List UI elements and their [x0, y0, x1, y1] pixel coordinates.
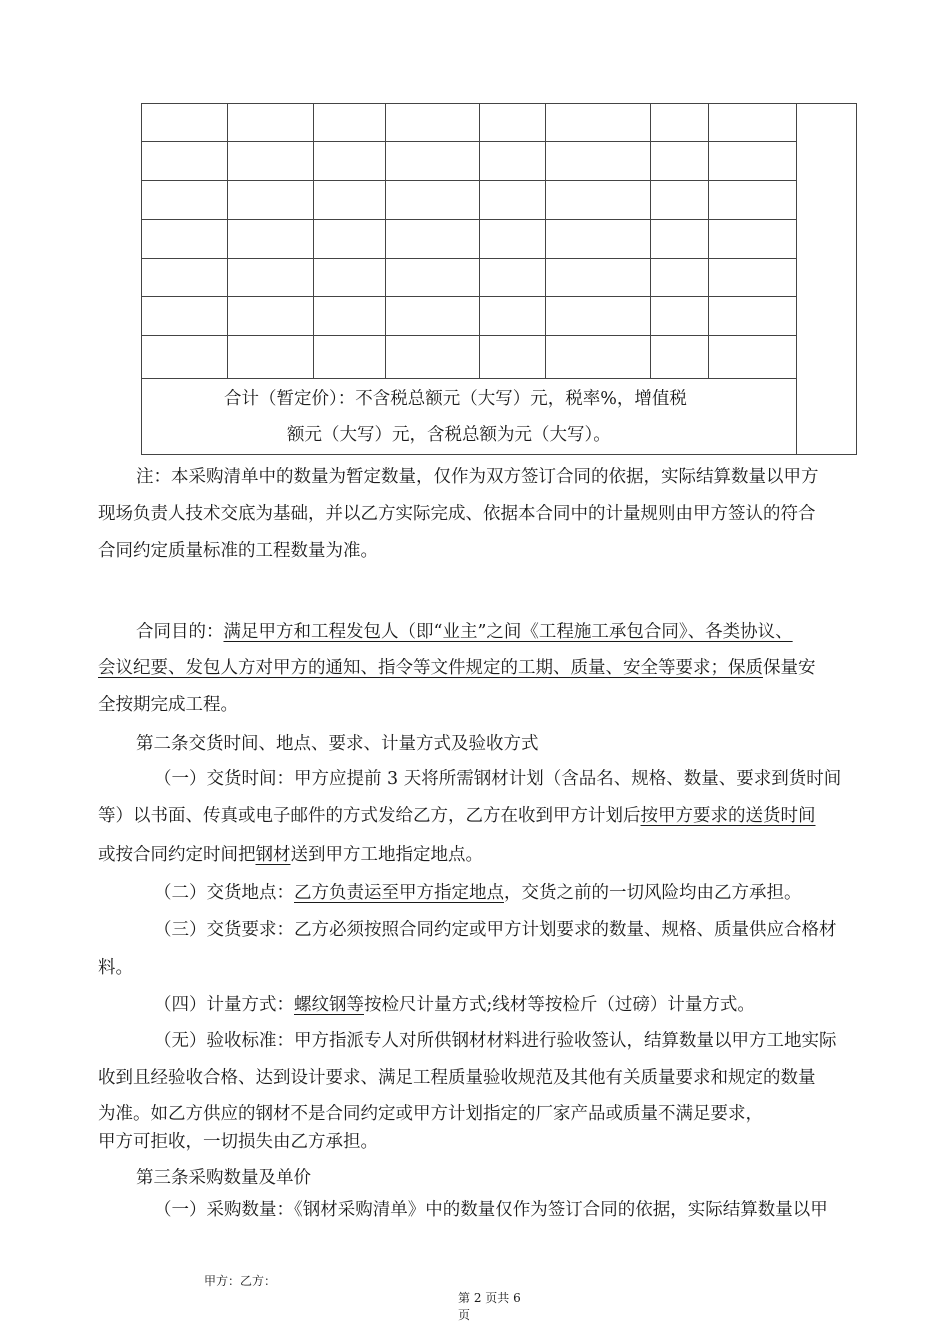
delivery-req-line-2: 料。: [98, 958, 133, 978]
acceptance-line-2: 收到且经验收合格、达到设计要求、满足工程质量验收规范及其他有关质量要求和规定的数量: [98, 1068, 816, 1088]
note-line-2: 现场负责人技术交底为基础，并以乙方实际完成、依据本合同中的计量规则由甲方签认的符合: [98, 504, 816, 524]
article-2-title: 第二条交货时间、地点、要求、计量方式及验收方式: [136, 734, 539, 754]
table-col-line: [385, 103, 386, 378]
acceptance-line-4: 甲方可拒收，一切损失由乙方承担。: [98, 1132, 378, 1152]
table-row-line: [141, 378, 796, 379]
signature-line: 甲方：乙方：: [204, 1274, 277, 1288]
delivery-time-line-1: （一）交货时间：甲方应提前 3 天将所需钢材计划（含品名、规格、数量、要求到货时间: [154, 769, 842, 789]
table-total-line-2: 额元（大写）元，含税总额为元（大写）。: [287, 425, 611, 445]
delivery-place-line: [154, 882, 802, 904]
page-number-line-1: 第 2 页共 6: [458, 1291, 521, 1305]
table-col-line: [796, 103, 797, 455]
delivery-time-text-3b: 钢材: [255, 845, 291, 865]
purchase-quantity-line-1: （一）采购数量：《钢材采购清单》中的数量仅作为签订合同的依据，实际结算数量以甲: [154, 1200, 828, 1220]
table-row-line: [141, 219, 796, 220]
delivery-place-text-b: 乙方负责运至甲方指定地点: [294, 883, 504, 903]
table-row-line: [141, 296, 796, 297]
delivery-time-line-3: [98, 844, 483, 866]
delivery-place-text-c: ，交货之前的一切风险均由乙方承担。: [504, 883, 802, 903]
table-col-line: [227, 103, 228, 378]
delivery-time-text-3c: 送到甲方工地指定地点。: [290, 845, 483, 865]
page-number-line-2: 页: [458, 1308, 471, 1322]
table-border-right: [856, 103, 857, 455]
table-col-line: [650, 103, 651, 378]
measurement-line: [154, 994, 755, 1016]
measurement-text-b: 螺纹钢等: [294, 995, 364, 1015]
table-col-line: [708, 103, 709, 378]
table-row-line: [141, 335, 796, 336]
acceptance-line-1: （无）验收标准：甲方指派专人对所供钢材材料进行验收签认，结算数量以甲方工地实际: [154, 1031, 837, 1051]
note-line-1: 注：本采购清单中的数量为暂定数量，仅作为双方签订合同的依据，实际结算数量以甲方: [136, 467, 819, 487]
delivery-time-text-2a: 等）以书面、传真或电子邮件的方式发给乙方，乙方在收到甲方计划后: [98, 806, 641, 826]
delivery-place-label: （二）交货地点：: [154, 883, 294, 903]
purpose-text-1: 满足甲方和工程发包人（即“业主”之间《工程施工承包合同》、各类协议、: [223, 622, 793, 642]
table-border-bottom: [141, 454, 857, 455]
purpose-text-2: 会议纪要、发包人方对甲方的通知、指令等文件规定的工期、质量、安全等要求；保质: [98, 658, 763, 678]
purpose-line-1: [136, 621, 793, 643]
purpose-line-2: [98, 657, 816, 679]
table-total-line-1: 合计（暂定价）：不含税总额元（大写）元，税率%，增值税: [224, 389, 687, 409]
note-line-3: 合同约定质量标准的工程数量为准。: [98, 541, 378, 561]
table-row-line: [141, 180, 796, 181]
table-row-line: [141, 258, 796, 259]
table-border-top: [141, 103, 857, 104]
delivery-req-line-1: （三）交货要求：乙方必须按照合同约定或甲方计划要求的数量、规格、质量供应合格材: [154, 920, 837, 940]
table-border-left: [141, 103, 142, 455]
delivery-time-line-2: [98, 805, 816, 827]
article-3-title: 第三条采购数量及单价: [136, 1168, 311, 1188]
purpose-text-2b: 保量安: [763, 658, 816, 678]
table-col-line: [479, 103, 480, 378]
table-row-line: [141, 141, 796, 142]
acceptance-line-3: 为准。如乙方供应的钢材不是合同约定或甲方计划指定的厂家产品或质量不满足要求，: [98, 1104, 763, 1124]
purpose-label: 合同目的：: [136, 622, 224, 642]
measurement-text-c: 按检尺计量方式;线材等按检斤（过磅）计量方式。: [364, 995, 755, 1015]
table-col-line: [545, 103, 546, 378]
measurement-label: （四）计量方式：: [154, 995, 294, 1015]
page-number: [458, 1290, 521, 1324]
delivery-time-text-3a: 或按合同约定时间把: [98, 845, 256, 865]
table-col-line: [313, 103, 314, 378]
purpose-line-3: 全按期完成工程。: [98, 695, 238, 715]
delivery-time-text-2b: 按甲方要求的送货时间: [640, 806, 816, 826]
